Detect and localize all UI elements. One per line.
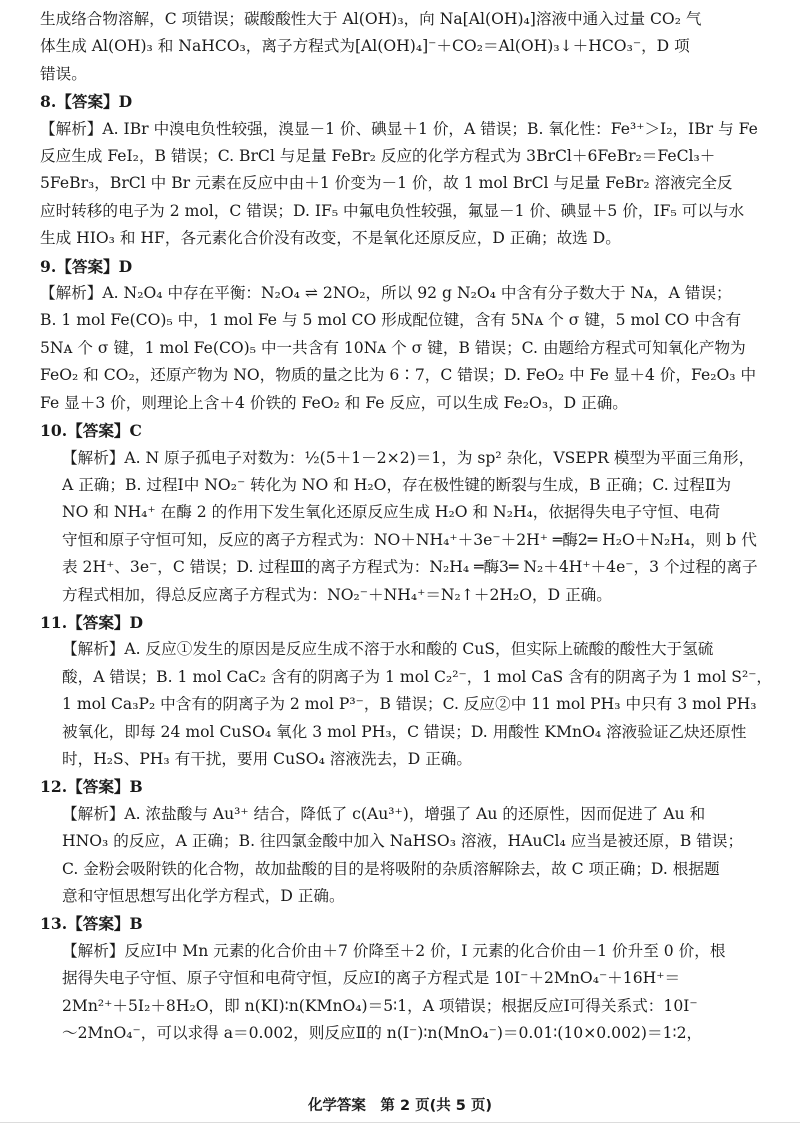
text-line: HNO₃ 的反应，A 正确；B. 往四氯金酸中加入 NaHSO₃ 溶液，HAuCl₄ 应当是被还原，B 错误； <box>62 832 744 851</box>
text-line: C. 金粉会吸附铁的化合物，故加盐酸的目的是将吸附的杂质溶解除去，故 C 项正确；D. 根据题 <box>62 859 720 878</box>
answer-heading: 12.【答案】B <box>40 777 143 797</box>
bottom-divider <box>0 1122 800 1123</box>
text-line: 表 2H⁺、3e⁻，C 错误；D. 过程Ⅲ的离子方程式为：N₂H₄ ═酶3═ N₂＋4H⁺＋4e⁻，3 个过程的离子 <box>62 558 758 577</box>
text-line: 2Mn²⁺＋5I₂＋8H₂O，即 n(KI)∶n(KMnO₄)＝5∶1，A 项错误；根据反应Ⅰ可得关系式：10I⁻ <box>62 996 698 1015</box>
text-line: NO 和 NH₄⁺ 在酶 2 的作用下发生氧化还原反应生成 H₂O 和 N₂H₄，依据得失电子守恒、电荷 <box>62 503 720 522</box>
text-line: 【解析】反应Ⅰ中 Mn 元素的化合价由＋7 价降至＋2 价，I 元素的化合价由－1 价升至 0 价，根 <box>62 941 726 960</box>
text-line: 错误。 <box>40 64 87 83</box>
text-line: 体生成 Al(OH)₃ 和 NaHCO₃，离子方程式为[Al(OH)₄]⁻＋CO₂＝Al(OH)₃↓＋HCO₃⁻，D 项 <box>40 37 690 56</box>
text-line: 【解析】A. N 原子孤电子对数为：½(5＋1－2×2)＝1，为 sp² 杂化，VSEPR 模型为平面三角形， <box>62 448 755 467</box>
answer-heading: 8.【答案】D <box>40 92 133 112</box>
text-line: 意和守恒思想写出化学方程式，D 正确。 <box>62 887 345 905</box>
answer-heading: 13.【答案】B <box>40 914 143 934</box>
text-line: 生成络合物溶解，C 项错误；碳酸酸性大于 Al(OH)₃，向 Na[Al(OH)₄]溶液中通入过量 CO₂ 气 <box>40 10 702 28</box>
answer-heading: 11.【答案】D <box>40 612 144 632</box>
text-line: B. 1 mol Fe(CO)₅ 中，1 mol Fe 与 5 mol CO 形成配位键，含有 5Nᴀ 个 σ 键，5 mol CO 中含有 <box>40 311 742 330</box>
text-line: 反应生成 FeI₂，B 错误；C. BrCl 与足量 FeBr₂ 反应的化学方程式为 3BrCl＋6FeBr₂＝FeCl₃＋ <box>40 147 716 166</box>
text-line: 【解析】A. 反应①发生的原因是反应生成不溶于水和酸的 CuS，但实际上硫酸的酸性大于氢硫 <box>62 640 714 659</box>
text-line: 方程式相加，得总反应离子方程式为：NO₂⁻＋NH₄⁺＝N₂↑＋2H₂O，D 正确。 <box>62 585 612 604</box>
text-line: 守恒和原子守恒可知，反应的离子方程式为：NO＋NH₄⁺＋3e⁻＋2H⁺ ═酶2═ H₂O＋N₂H₄，则 b 代 <box>62 530 757 549</box>
text-line: Fe 显＋3 价，则理论上含＋4 价铁的 FeO₂ 和 Fe 反应，可以生成 Fe₂O₃，D 正确。 <box>40 393 628 412</box>
text-line: 被氧化，即每 24 mol CuSO₄ 氧化 3 mol PH₃，C 错误；D. 用酸性 KMnO₄ 溶液验证乙炔还原性 <box>62 722 747 741</box>
text-line: 【解析】A. 浓盐酸与 Au³⁺ 结合，降低了 c(Au³⁺)，增强了 Au 的还原性，因而促进了 Au 和 <box>62 804 706 823</box>
text-line: 应时转移的电子为 2 mol，C 错误；D. IF₅ 中氟电负性较强，氟显－1 价、碘显＋5 价，IF₅ 可以与水 <box>40 201 745 220</box>
text-line: 1 mol Ca₃P₂ 中含有的阴离子为 2 mol P³⁻，B 错误；C. 反应②中 11 mol PH₃ 中只有 3 mol PH₃ <box>62 695 757 714</box>
answer-heading: 9.【答案】D <box>40 256 133 276</box>
text-line: 【解析】A. IBr 中溴电负性较强，溴显－1 价、碘显＋1 价，A 错误；B. 氧化性：Fe³⁺＞I₂，IBr 与 Fe <box>40 119 758 138</box>
text-line: 5Nᴀ 个 σ 键，1 mol Fe(CO)₅ 中一共含有 10Nᴀ 个 σ 键，B 错误；C. 由题给方程式可知氧化产物为 <box>40 338 746 357</box>
text-line: 【解析】A. N₂O₄ 中存在平衡：N₂O₄ ⇌ 2NO₂，所以 92 g N₂O₄ 中含有分子数大于 Nᴀ，A 错误； <box>40 284 732 303</box>
page-footer: 化学答案 第 2 页(共 5 页) <box>307 1098 493 1114</box>
text-line: 5FeBr₃，BrCl 中 Br 元素在反应中由＋1 价变为－1 价，故 1 mol BrCl 与足量 FeBr₂ 溶液完全反 <box>40 174 733 193</box>
text-line: 时，H₂S、PH₃ 有干扰，要用 CuSO₄ 溶液洗去，D 正确。 <box>62 749 472 768</box>
text-line: FeO₂ 和 CO₂，还原产物为 NO，物质的量之比为 6∶7，C 错误；D. FeO₂ 中 Fe 显＋4 价，Fe₂O₃ 中 <box>40 366 757 385</box>
text-line: 酸，A 错误；B. 1 mol CaC₂ 含有的阴离子为 1 mol C₂²⁻，1 mol CaS 含有的阴离子为 1 mol S²⁻， <box>62 667 773 686</box>
text-line: ～2MnO₄⁻，可以求得 a＝0.002，则反应Ⅱ的 n(I⁻)∶n(MnO₄⁻)＝0.01∶(10×0.002)＝1∶2， <box>62 1024 703 1043</box>
text-line: 据得失电子守恒、原子守恒和电荷守恒，反应Ⅰ的离子方程式是 10I⁻＋2MnO₄⁻＋16H⁺＝ <box>62 969 681 988</box>
text-line: 生成 HIO₃ 和 HF，各元素化合价没有改变，不是氧化还原反应，D 正确；故选 D。 <box>40 229 621 248</box>
text-line: A 正确；B. 过程Ⅰ中 NO₂⁻ 转化为 NO 和 H₂O，存在极性键的断裂与生成，B 正确；C. 过程Ⅱ为 <box>62 475 732 494</box>
page-content <box>40 6 773 1047</box>
answer-heading: 10.【答案】C <box>40 421 142 441</box>
